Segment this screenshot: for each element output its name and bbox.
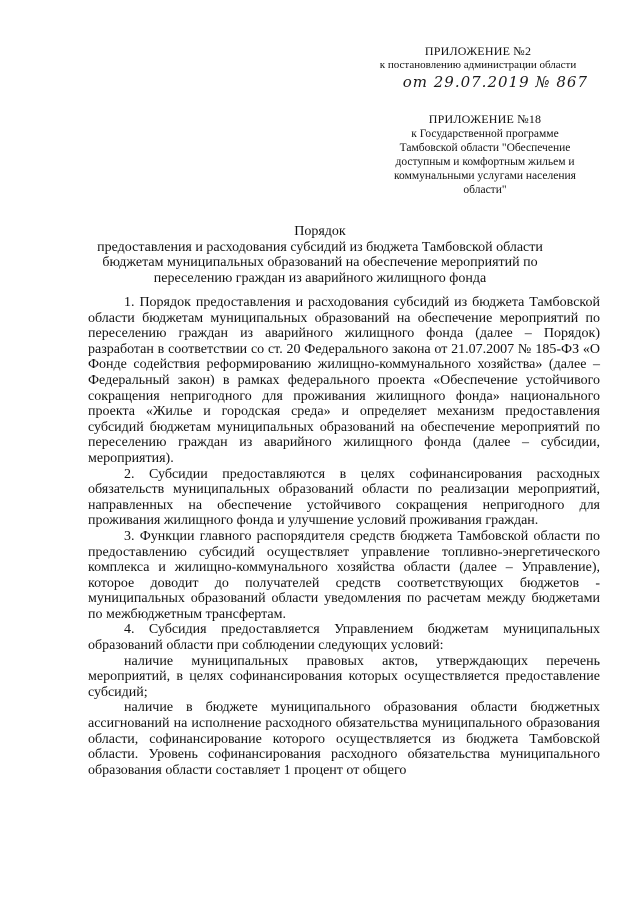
annex-18-heading: ПРИЛОЖЕНИЕ №18 [428,112,542,126]
annex-2-heading: ПРИЛОЖЕНИЕ №2 [424,44,532,58]
annex-18-line: области" [463,184,507,196]
document-body [88,295,600,778]
paragraph-1: 1. Порядок предоставления и расходования субсидий из бюджета Тамбовской области бюджетам муниципальных образований на обеспечение мероприятий по переселению граждан из аварийного жилищного фонда (далее – Порядок) разработан в соответствии со ст. 20 Федерального закона от 21.07.2007 № 185-ФЗ «О Фонде содействия реформированию жилищно-коммунального хозяйства» (далее – Федеральный закон) в рамках федерального проекта «Обеспечение устойчивого сокращения непригодного для проживания жилищного фонда» национального проекта «Жилье и городская среда» и определяет механизм предоставления субсидий бюджетам муниципальных образований на обеспечение мероприятий по переселению граждан из аварийного жилищного фонда (далее – субсидии, мероприятия). [88,295,600,466]
annex-2-subheading: к постановлению администрации области [379,59,577,71]
annex-18-line: Тамбовской области "Обеспечение [399,142,571,154]
paragraph-4: 4. Субсидия предоставляется Управлением бюджетам муниципальных образований области при соблюдении следующих условий: [88,622,600,654]
paragraph-3: 3. Функции главного распорядителя средств бюджета Тамбовской области по предоставлению субсидий осуществляет управление топливно-энергетического комплекса и жилищно-коммунального хозяйства области (далее – Управление), которое доводит до получателей средств соответствующих бюджетов - муниципальных образований области уведомления по расчетам между бюджетами по межбюджетным трансфертам. [88,528,600,622]
condition-2: наличие в бюджете муниципального образования области бюджетных ассигнований на исполнение расходного обязательства муниципального образования области, софинансирование которого осуществляется из бюджета Тамбовской области. Уровень софинансирования расходного обязательства муниципального образования области составляет 1 процент от общего [88,700,600,778]
condition-1: наличие муниципальных правовых актов, утверждающих перечень мероприятий, в целях софинансирования которых осуществляется предоставление субсидий; [88,653,600,700]
title-heading: Порядок [294,224,346,239]
title-subject: предоставления и расходования субсидий из бюджета Тамбовской области бюджетам муниципальных образований на обеспечение мероприятий по переселению граждан из аварийного жилищного фонда [97,239,543,286]
paragraph-2: 2. Субсидии предоставляются в целях софинансирования расходных обязательств муниципальных образований области по реализации мероприятий, направленных на обеспечение устойчивого сокращения непригодного для проживания жилищного фонда и улучшение условий проживания граждан. [88,466,600,529]
annex-18-line: к Государственной программе [411,128,559,140]
annex-2-header [360,44,596,89]
handwritten-date-number: от 29.07.2019 № 867 [402,73,588,91]
document-title [90,224,550,286]
annex-18-line: доступным и комфортным жильем и [395,156,575,168]
annex-18-line: коммунальными услугами населения [394,170,576,182]
annex-18-header [376,112,594,197]
